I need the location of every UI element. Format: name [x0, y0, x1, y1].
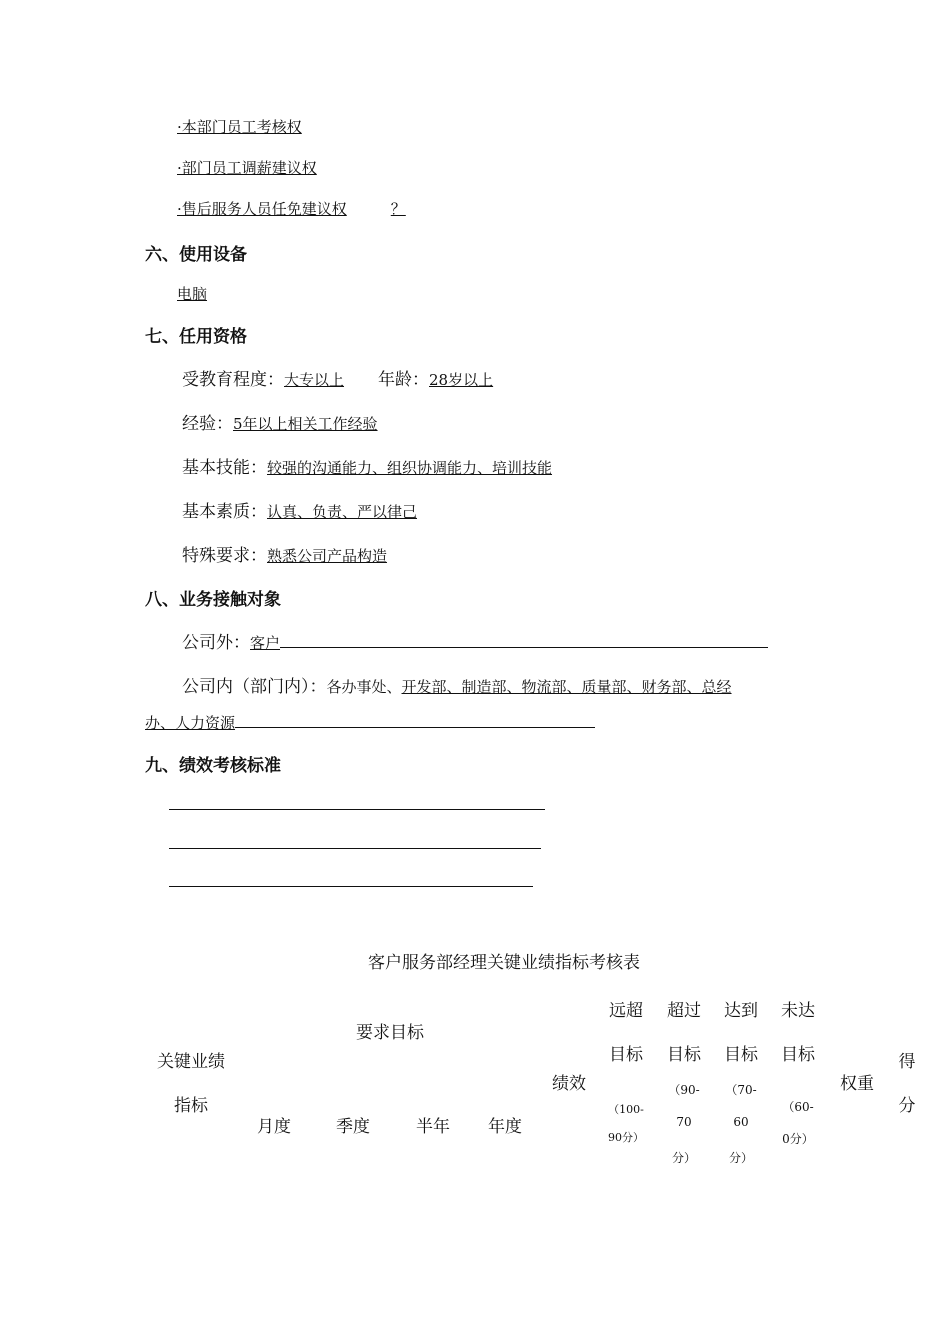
table-title: 客户服务部经理关键业绩指标考核表 — [368, 953, 640, 973]
header-far-exceed-2: 目标 — [609, 1045, 643, 1065]
section6-heading: 六、使用设备 — [145, 245, 247, 265]
header-reach-1: 达到 — [724, 1001, 758, 1021]
equipment-value: 电脑 — [177, 285, 208, 303]
header-reach-3: （70- — [725, 1083, 757, 1097]
header-miss-4: 0分） — [782, 1132, 814, 1146]
header-miss-1: 未达 — [781, 1001, 815, 1021]
quality-row — [182, 497, 417, 522]
header-exceed-5: 分） — [671, 1151, 696, 1165]
internal-label: 公司内（部门内）： — [182, 677, 327, 697]
header-exceed-3: （90- — [668, 1083, 700, 1097]
header-score-2: 分 — [898, 1096, 916, 1116]
experience-label: 经验： — [182, 414, 233, 434]
header-kpi-line1: 关键业绩 — [157, 1052, 225, 1072]
header-reach-5: 分） — [728, 1151, 753, 1165]
header-exceed-4: 70 — [676, 1115, 692, 1129]
header-far-exceed-3: （100- — [608, 1103, 644, 1116]
header-kpi-line2: 指标 — [174, 1096, 208, 1116]
external-label: 公司外： — [182, 633, 250, 653]
internal-value-underlined: 开发部、制造部、物流部、质量部、财务部、总经 — [401, 678, 732, 696]
authority-item-salary: ·部门员工调薪建议权 — [177, 159, 317, 177]
experience-row — [182, 409, 378, 434]
special-label: 特殊要求： — [182, 546, 267, 566]
header-monthly: 月度 — [257, 1117, 291, 1137]
authority-item-appointment-text: ·售后服务人员任免建议权 — [177, 200, 347, 218]
header-far-exceed-4: 90分） — [608, 1131, 644, 1144]
blank-line-3 — [169, 886, 533, 887]
header-miss-2: 目标 — [781, 1045, 815, 1065]
special-row — [182, 541, 387, 566]
blank-line-1 — [169, 809, 545, 810]
header-miss-3: （60- — [782, 1100, 814, 1114]
skills-value: 较强的沟通能力、组织协调能力、培训技能 — [267, 459, 553, 477]
quality-value: 认真、负责、严以律己 — [267, 503, 418, 521]
header-score-1: 得 — [898, 1052, 916, 1072]
internal-value-plain: 各办事处、 — [326, 678, 402, 696]
header-performance: 绩效 — [552, 1074, 586, 1094]
header-annual: 年度 — [488, 1117, 522, 1137]
external-row — [182, 628, 768, 653]
authority-item-question-mark: ？ — [390, 200, 406, 218]
header-far-exceed-1: 远超 — [609, 1001, 643, 1021]
section8-heading: 八、业务接触对象 — [145, 590, 281, 610]
header-reach-4: 60 — [733, 1115, 749, 1129]
blank-line-2 — [169, 848, 541, 849]
age-label: 年龄： — [378, 370, 430, 390]
header-required-target: 要求目标 — [356, 1023, 424, 1043]
internal-row-continued — [145, 712, 595, 733]
header-reach-2: 目标 — [724, 1045, 758, 1065]
age-value: 28岁以上 — [429, 371, 494, 389]
header-exceed-1: 超过 — [667, 1001, 701, 1021]
internal-value-line2: 办、人力资源 — [145, 714, 236, 732]
authority-item-appointment — [177, 198, 416, 219]
section7-heading: 七、任用资格 — [145, 327, 247, 347]
internal-row — [182, 672, 732, 697]
education-value: 大专以上 — [284, 371, 345, 389]
header-quarterly: 季度 — [336, 1117, 370, 1137]
authority-item-appraisal: ·本部门员工考核权 — [177, 118, 302, 136]
education-row — [182, 365, 525, 390]
header-half-year: 半年 — [416, 1117, 450, 1137]
education-label: 受教育程度： — [182, 370, 284, 390]
skills-label: 基本技能： — [182, 458, 267, 478]
skills-row — [182, 453, 552, 478]
experience-value: 5年以上相关工作经验 — [233, 415, 378, 433]
quality-label: 基本素质： — [182, 502, 267, 522]
external-value: 客户 — [250, 634, 281, 652]
special-value: 熟悉公司产品构造 — [267, 547, 388, 565]
header-weight: 权重 — [840, 1074, 874, 1094]
section9-heading: 九、绩效考核标准 — [145, 756, 281, 776]
header-exceed-2: 目标 — [667, 1045, 701, 1065]
